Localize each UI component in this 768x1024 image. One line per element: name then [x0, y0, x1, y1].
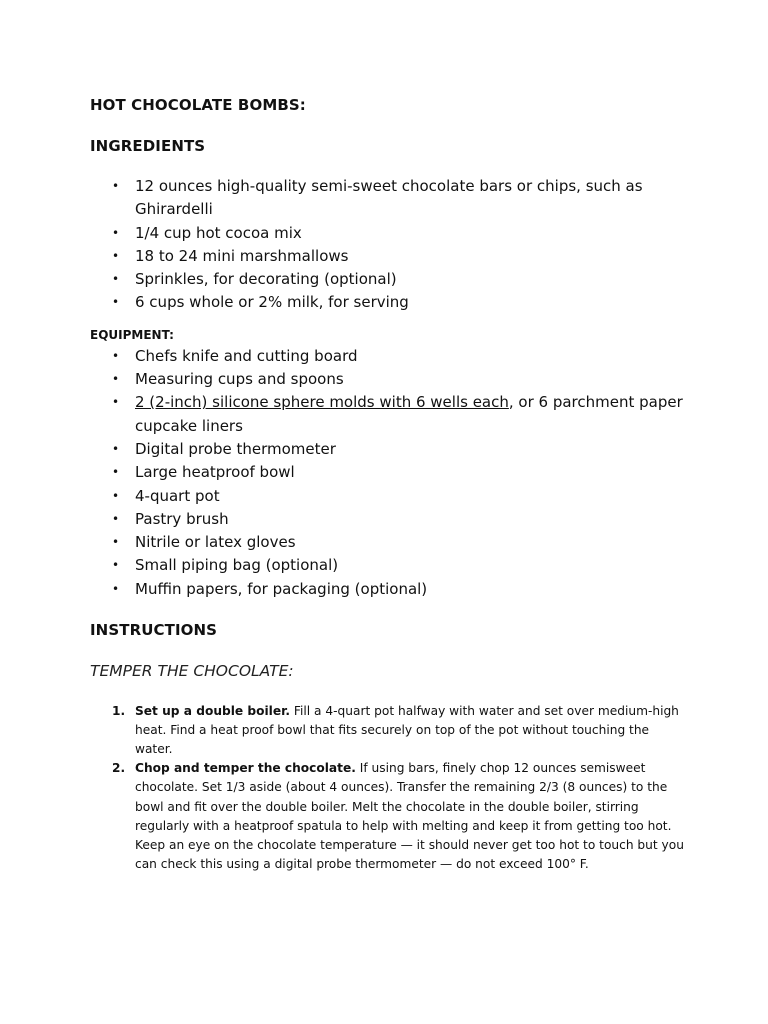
ingredient-item: • 1/4 cup hot cocoa mix — [90, 222, 690, 245]
ingredients-list — [90, 175, 690, 315]
bullet-icon: • — [112, 248, 120, 263]
equipment-item: • 2 (2-inch) silicone sphere molds with 6 wells each, or 6 parchment paper cupcake liners — [112, 393, 683, 435]
ingredient-item: • 12 ounces high-quality semi-sweet chocolate bars or chips, such as Ghirardelli — [112, 177, 643, 219]
equipment-item: • Digital probe thermometer — [90, 438, 690, 461]
instruction-step — [90, 702, 690, 759]
equipment-item: • Chefs knife and cutting board — [90, 345, 690, 368]
ingredient-item: • Sprinkles, for decorating (optional) — [90, 268, 690, 291]
bullet-icon: • — [112, 535, 120, 550]
equipment-item: • Muffin papers, for packaging (optional) — [90, 578, 690, 601]
step-lead: Chop and temper the chocolate. — [135, 761, 356, 776]
ingredient-item: • 18 to 24 mini marshmallows — [90, 245, 690, 268]
instruction-step — [90, 759, 690, 874]
bullet-icon: • — [112, 272, 120, 287]
bullet-icon: • — [112, 558, 120, 573]
sphere-molds-link[interactable]: 2 (2-inch) silicone sphere molds with 6 wells each — [135, 393, 509, 412]
bullet-icon: • — [112, 581, 120, 596]
bullet-icon: • — [112, 372, 120, 387]
equipment-heading: EQUIPMENT: — [90, 327, 174, 342]
equipment-item: • Large heatproof bowl — [90, 461, 690, 484]
bullet-icon: • — [112, 295, 120, 310]
step-text: If using bars, finely chop 12 ounces semisweet chocolate. Set 1/3 aside (about 4 ounces). Transfer the remaining 2/3 (8 ounces) to the bowl and fit over the double boiler. Melt the chocolate in the double boiler, stirring regularly with a heatproof spatula to help with melting and keep it from getting too hot. Keep an eye on the chocolate temperature — it should never get too hot to touch but you can check this using a digital probe thermometer — do not exceed 100° F. — [135, 761, 684, 871]
step-lead: Set up a double boiler. — [135, 704, 291, 719]
equipment-item: • 4-quart pot — [90, 485, 690, 508]
ingredients-heading: INGREDIENTS — [90, 137, 206, 155]
bullet-icon: • — [112, 511, 120, 526]
equipment-item: • Pastry brush — [90, 508, 690, 531]
temper-subheading: TEMPER THE CHOCOLATE: — [90, 662, 294, 681]
equipment-list — [90, 345, 690, 601]
bullet-icon: • — [112, 395, 120, 410]
document-title: HOT CHOCOLATE BOMBS: — [90, 96, 306, 114]
step-number: 2. — [112, 761, 126, 776]
equipment-item: • Small piping bag (optional) — [90, 554, 690, 577]
step-text: Fill a 4-quart pot halfway with water and set over medium-high heat. Find a heat proof bowl that fits securely on top of the pot without touching the water. — [135, 704, 679, 757]
bullet-icon: • — [112, 488, 120, 503]
bullet-icon: • — [112, 465, 120, 480]
instruction-steps — [90, 702, 690, 874]
equipment-item: • Measuring cups and spoons — [90, 368, 690, 391]
ingredient-item: • 6 cups whole or 2% milk, for serving — [90, 291, 690, 314]
bullet-icon: • — [112, 441, 120, 456]
bullet-icon: • — [112, 179, 120, 193]
bullet-icon: • — [112, 348, 120, 363]
bullet-icon: • — [112, 225, 120, 240]
instructions-heading: INSTRUCTIONS — [90, 621, 218, 640]
equipment-item: • Nitrile or latex gloves — [90, 531, 690, 554]
step-number: 1. — [112, 704, 126, 719]
document-page — [90, 95, 690, 874]
